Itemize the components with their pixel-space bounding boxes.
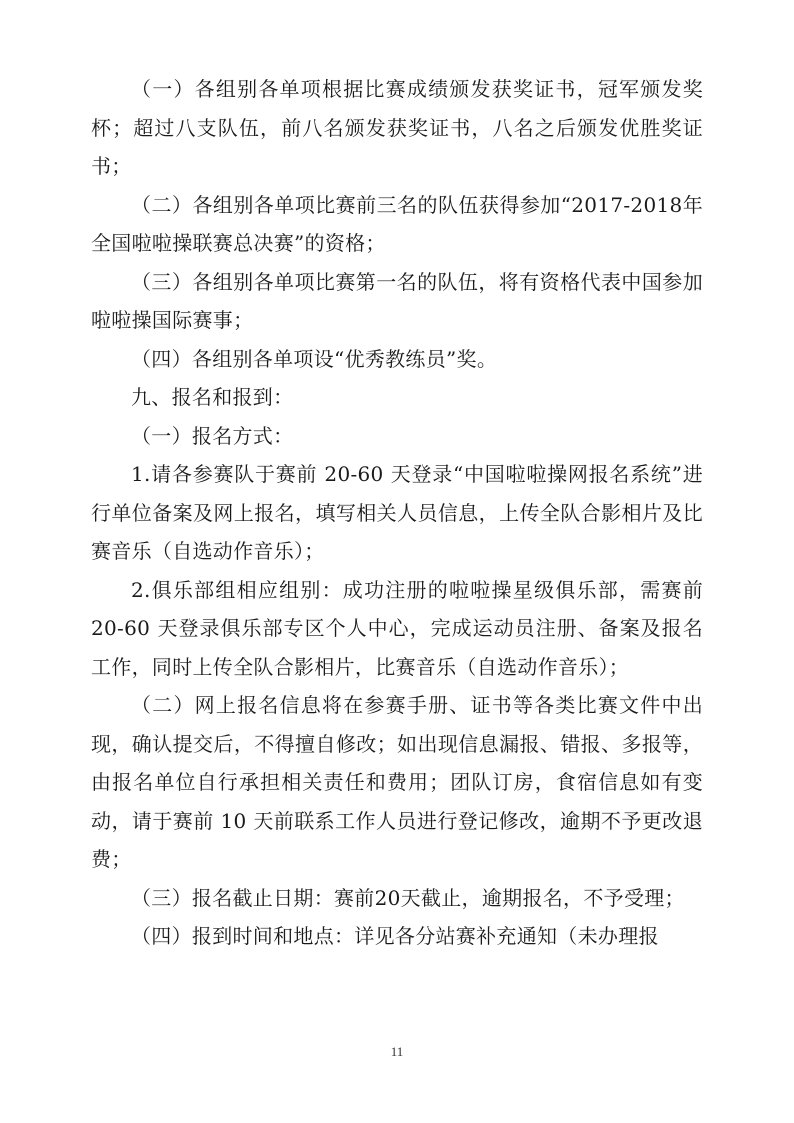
paragraph-registration-step-1: 1.请各参赛队于赛前 20-60 天登录“中国啦啦操网报名系统”进行单位备案及网上报名，填写相关人员信息，上传全队合影相片及比赛音乐（自选动作音乐）； (91, 462, 703, 563)
paragraph-international-qualification: （三）各组别各单项比赛第一名的队伍，将有资格代表中国参加啦啦操国际赛事； (91, 269, 703, 332)
paragraph-registration-step-2: 2.俱乐部组相应组别：成功注册的啦啦操星级俱乐部，需赛前 20-60 天登录俱乐部专区个人中心，完成运动员注册、备案及报名工作，同时上传全队合影相片，比赛音乐（自选动作音乐）； (91, 577, 703, 679)
paragraph-deadline: （三）报名截止日期：赛前20天截止，逾期报名，不予受理； (131, 885, 685, 910)
section-heading-registration: 九、报名和报到： (131, 385, 294, 409)
paragraph-check-in: （四）报到时间和地点：详见各分站赛补充通知（未办理报 (131, 924, 659, 948)
paragraph-awards-certificates: （一）各组别各单项根据比赛成绩颁发获奖证书，冠军颁发奖杯；超过八支队伍，前八名颁发获奖证书，八名之后颁发优胜奖证书； (91, 77, 703, 178)
page-number: 11 (390, 1044, 404, 1059)
paragraph-coach-award: （四）各组别各单项设“优秀教练员”奖。 (131, 346, 498, 371)
body-text (91, 70, 703, 956)
paragraph-online-info: （二）网上报名信息将在参赛手册、证书等各类比赛文件中出现，确认提交后，不得擅自修改；如出现信息漏报、错报、多报等，由报名单位自行承担相关责任和费用；团队订房，食宿信息如有变动，请于赛前 10 天前联系工作人员进行登记修改，逾期不予更改退费； (91, 693, 703, 871)
paragraph-finals-qualification: （二）各组别各单项比赛前三名的队伍获得参加“2017-2018年全国啦啦操联赛总决赛”的资格； (91, 192, 703, 255)
subheading-registration-method: （一）报名方式： (131, 423, 294, 448)
